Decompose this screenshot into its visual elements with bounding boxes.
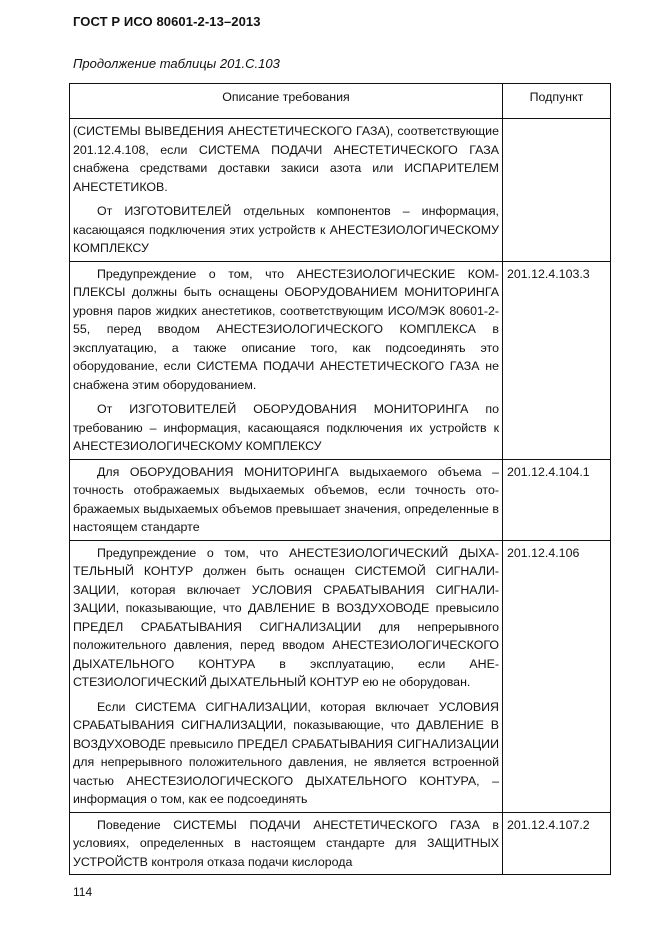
requirement-paragraph: Если СИСТЕМА СИГНАЛИЗАЦИИ, которая включает УСЛОВИЯ СРАБАТЫВАНИЯ СИГНАЛИЗАЦИИ, показывающие, что ДАВЛЕНИЕ В ВОЗДУХОВОДЕ превысило ПРЕДЕЛ СРАБАТЫВАНИЯ СИГНАЛИЗАЦИИ для непрерывного положительного давления, не является встроенной частью АНЕСТЕЗИОЛОГИЧЕСКОГО ДЫХАТЕЛЬНОГО КОНТУРА, – информация о том, как ее подсоединять (73, 699, 499, 806)
table-row (70, 540, 611, 812)
table-caption: Продолжение таблицы 201.С.103 (73, 56, 280, 71)
requirement-description (70, 261, 503, 459)
requirement-description (70, 459, 503, 540)
table-header-row (70, 84, 611, 119)
requirement-description (70, 540, 503, 812)
page-number: 114 (73, 885, 93, 899)
requirement-paragraph: (СИСТЕМЫ ВЫВЕДЕНИЯ АНЕСТЕТИЧЕСКОГО ГАЗА), соответствующие 201.12.4.108, если СИСТЕМА ПОДАЧИ АНЕСТЕТИЧЕСКОГО ГАЗА снабжена средствами доставки закиси азота или ИСПАРИТЕЛЕМ АНЕСТЕТИКОВ. (73, 124, 499, 194)
table-row (70, 459, 611, 540)
requirements-table (69, 83, 611, 875)
subclause-ref: 201.12.4.104.1 (503, 459, 611, 540)
subclause-ref: 201.12.4.106 (503, 540, 611, 812)
table-row (70, 261, 611, 459)
requirement-paragraph: Предупреждение о том, что АНЕСТЕЗИОЛОГИЧЕСКИЕ КОМПЛЕКСЫ должны быть оснащены ОБОРУДОВАНИЕМ МОНИТОРИНГА уровня паров жидких анестетиков, соответствующим ИСО/МЭК 80601-2-55, перед вводом АНЕСТЕЗИОЛОГИЧЕСКОГО КОМПЛЕКСА в эксплуатацию, а также описание того, как подсоединять это оборудование, если СИСТЕМА ПОДАЧИ АНЕСТЕТИЧЕСКОГО ГАЗА не снабжена этим оборудованием. (73, 266, 499, 392)
table-row (70, 812, 611, 875)
requirement-paragraph: Предупреждение о том, что АНЕСТЕЗИОЛОГИЧЕСКИЙ ДЫХАТЕЛЬНЫЙ КОНТУР должен быть оснащен СИСТЕМОЙ СИГНАЛИЗАЦИИ, которая включает УСЛОВИЯ СРАБАТЫВАНИЯ СИГНАЛИЗАЦИИ, показывающие, что ДАВЛЕНИЕ В ВОЗДУХОВОДЕ превысило ПРЕДЕЛ СРАБАТЫВАНИЯ СИГНАЛИЗАЦИИ для непрерывного положительного давления, перед вводом АНЕСТЕЗИОЛОГИЧЕСКОГО ДЫХАТЕЛЬНОГО КОНТУРА в эксплуатацию, если АНЕСТЕЗИОЛОГИЧЕСКИЙ ДЫХАТЕЛЬНЫЙ КОНТУР ею не оборудован. (73, 545, 499, 689)
requirement-paragraph: От ИЗГОТОВИТЕЛЕЙ ОБОРУДОВАНИЯ МОНИТОРИНГА по требованию – информация, касающаяся подключения их устройств к АНЕСТЕЗИОЛОГИЧЕСКОМУ КОМПЛЕКСУ (73, 402, 499, 453)
requirement-description (70, 812, 503, 875)
column-header-subclause: Подпункт (503, 84, 611, 119)
subclause-ref (503, 119, 611, 262)
table-row (70, 119, 611, 262)
document-standard-code: ГОСТ Р ИСО 80601-2-13–2013 (73, 14, 261, 29)
requirement-paragraph: Для ОБОРУДОВАНИЯ МОНИТОРИНГА выдыхаемого объема – точность отображаемых выдыхаемых объемов, если точность отображаемых выдыхаемых объемов превышает значения, определенные в настоящем стандарте (73, 464, 499, 534)
requirement-paragraph: Поведение СИСТЕМЫ ПОДАЧИ АНЕСТЕТИЧЕСКОГО ГАЗА в условиях, определенных в настоящем стандарте для ЗАЩИТНЫХ УСТРОЙСТВ контроля отказа подачи кислорода (73, 817, 499, 869)
column-header-description: Описание требования (70, 84, 503, 119)
subclause-ref: 201.12.4.103.3 (503, 261, 611, 459)
requirement-description (70, 119, 503, 262)
requirement-paragraph: От ИЗГОТОВИТЕЛЕЙ отдельных компонентов – информация, касающаяся подключения этих устройств к АНЕСТЕЗИОЛОГИЧЕСКОМУ КОМПЛЕКСУ (73, 204, 499, 255)
subclause-ref: 201.12.4.107.2 (503, 812, 611, 875)
